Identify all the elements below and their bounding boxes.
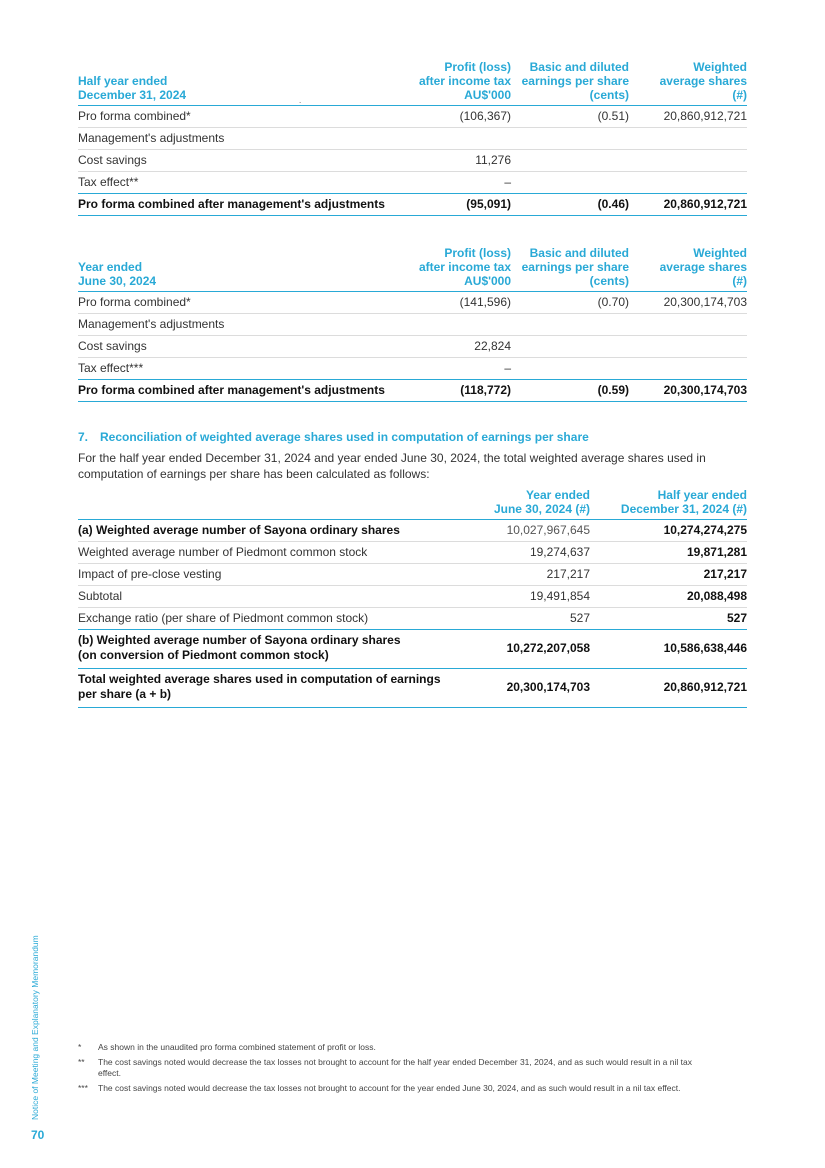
row-half: 10,586,638,446	[590, 630, 747, 669]
row-shares	[629, 128, 747, 150]
table-row	[78, 172, 747, 194]
header-period: Year ended June 30, 2024	[78, 246, 388, 292]
total-label: Pro forma combined after management's adjustments	[78, 194, 388, 216]
row-profit: (106,367)	[388, 106, 511, 128]
pro-forma-half-year-table	[78, 60, 747, 216]
row-year: 19,274,637	[463, 542, 590, 564]
table-row-b	[78, 630, 747, 669]
table-row	[78, 358, 747, 380]
table-total-row	[78, 380, 747, 402]
header-period: Half year ended December 31, 2024	[78, 60, 388, 106]
row-shares	[629, 358, 747, 380]
table-row	[78, 336, 747, 358]
table-row	[78, 564, 747, 586]
row-eps	[511, 128, 629, 150]
section-paragraph: For the half year ended December 31, 2024 and year ended June 30, 2024, the total weighted average shares used in computation of earnings per share has been calculated as follows:	[78, 451, 706, 481]
header-eps: Basic and diluted earnings per share (cents)	[511, 246, 629, 292]
row-profit: –	[388, 358, 511, 380]
row-eps: (0.70)	[511, 292, 629, 314]
row-label: Impact of pre-close vesting	[78, 564, 463, 586]
row-half: 19,871,281	[590, 542, 747, 564]
row-label: Subtotal	[78, 586, 463, 608]
footnote	[78, 1042, 698, 1053]
footnote-mark: **	[78, 1057, 85, 1067]
table-row	[78, 314, 747, 336]
row-year: 527	[463, 608, 590, 630]
row-shares: 20,860,912,721	[629, 106, 747, 128]
header-shares: Weighted average shares (#)	[629, 60, 747, 106]
table-header-row	[78, 246, 747, 292]
row-profit: 22,824	[388, 336, 511, 358]
total-profit: (95,091)	[388, 194, 511, 216]
row-half: 20,088,498	[590, 586, 747, 608]
row-eps	[511, 358, 629, 380]
total-shares: 20,300,174,703	[629, 380, 747, 402]
row-eps: (0.51)	[511, 106, 629, 128]
total-label: Pro forma combined after management's adjustments	[78, 380, 388, 402]
row-label: Exchange ratio (per share of Piedmont common stock)	[78, 608, 463, 630]
table-total-row	[78, 194, 747, 216]
stray-mark: .	[299, 96, 302, 105]
row-year: 19,491,854	[463, 586, 590, 608]
total-label: Total weighted average shares used in computation of earnings per share (a + b)	[78, 669, 463, 708]
row-profit	[388, 128, 511, 150]
table-row	[78, 150, 747, 172]
weighted-shares-reconciliation-table	[78, 488, 747, 708]
row-year: 10,027,967,645	[463, 520, 590, 542]
table-row	[78, 128, 747, 150]
row-label: Pro forma combined*	[78, 106, 388, 128]
row-label: Management's adjustments	[78, 128, 388, 150]
row-eps	[511, 172, 629, 194]
row-label: (a) Weighted average number of Sayona ordinary shares	[78, 520, 463, 542]
sidebar-document-title: Notice of Meeting and Explanatory Memorandum	[30, 935, 40, 1120]
footnote-mark: ***	[78, 1083, 88, 1093]
row-shares: 20,300,174,703	[629, 292, 747, 314]
footnote	[78, 1057, 698, 1079]
section-title: 7. Reconciliation of weighted average shares used in computation of earnings per share	[78, 430, 589, 444]
header-profit: Profit (loss) after income tax AU$'000	[388, 60, 511, 106]
row-profit: –	[388, 172, 511, 194]
footnotes	[78, 1042, 698, 1098]
table-row	[78, 586, 747, 608]
row-eps	[511, 336, 629, 358]
row-label: Cost savings	[78, 336, 388, 358]
header-shares: Weighted average shares (#)	[629, 246, 747, 292]
row-half: 217,217	[590, 564, 747, 586]
table-row	[78, 292, 747, 314]
total-eps: (0.46)	[511, 194, 629, 216]
row-label: Tax effect**	[78, 172, 388, 194]
row-label: Management's adjustments	[78, 314, 388, 336]
row-year: 217,217	[463, 564, 590, 586]
header-half-year-ended: Half year ended December 31, 2024 (#)	[590, 488, 747, 520]
row-half: 10,274,274,275	[590, 520, 747, 542]
table-row	[78, 520, 747, 542]
table-header-row	[78, 488, 747, 520]
pro-forma-full-year-table	[78, 246, 747, 402]
footnote-text: The cost savings noted would decrease the tax losses not brought to account for the year ended June 30, 2024, and as such would result in a nil tax effect.	[98, 1083, 681, 1093]
footnote-text: The cost savings noted would decrease the tax losses not brought to account for the half year ended December 31, 2024, and as such would result in a nil tax effect.	[98, 1057, 692, 1078]
total-year: 20,300,174,703	[463, 669, 590, 708]
table-row	[78, 608, 747, 630]
row-label: Cost savings	[78, 150, 388, 172]
table-row	[78, 106, 747, 128]
footnote	[78, 1083, 698, 1094]
row-eps	[511, 314, 629, 336]
table-header-row	[78, 60, 747, 106]
total-shares: 20,860,912,721	[629, 194, 747, 216]
footnote-mark: *	[78, 1042, 82, 1052]
header-year-ended: Year ended June 30, 2024 (#)	[463, 488, 590, 520]
row-half: 527	[590, 608, 747, 630]
section-7	[78, 430, 747, 708]
row-profit	[388, 314, 511, 336]
row-shares	[629, 172, 747, 194]
page-number: 70	[31, 1128, 45, 1142]
row-profit: 11,276	[388, 150, 511, 172]
row-year: 10,272,207,058	[463, 630, 590, 669]
row-label: Tax effect***	[78, 358, 388, 380]
row-label: Weighted average number of Piedmont common stock	[78, 542, 463, 564]
header-eps: Basic and diluted earnings per share (cents)	[511, 60, 629, 106]
row-profit: (141,596)	[388, 292, 511, 314]
total-eps: (0.59)	[511, 380, 629, 402]
row-shares	[629, 336, 747, 358]
header-profit: Profit (loss) after income tax AU$'000	[388, 246, 511, 292]
footnote-text: As shown in the unaudited pro forma combined statement of profit or loss.	[98, 1042, 376, 1052]
row-label: (b) Weighted average number of Sayona ordinary shares (on conversion of Piedmont common stock)	[78, 630, 463, 669]
row-shares	[629, 314, 747, 336]
row-shares	[629, 150, 747, 172]
total-half: 20,860,912,721	[590, 669, 747, 708]
row-label: Pro forma combined*	[78, 292, 388, 314]
table-total-row	[78, 669, 747, 708]
row-eps	[511, 150, 629, 172]
total-profit: (118,772)	[388, 380, 511, 402]
table-row	[78, 542, 747, 564]
